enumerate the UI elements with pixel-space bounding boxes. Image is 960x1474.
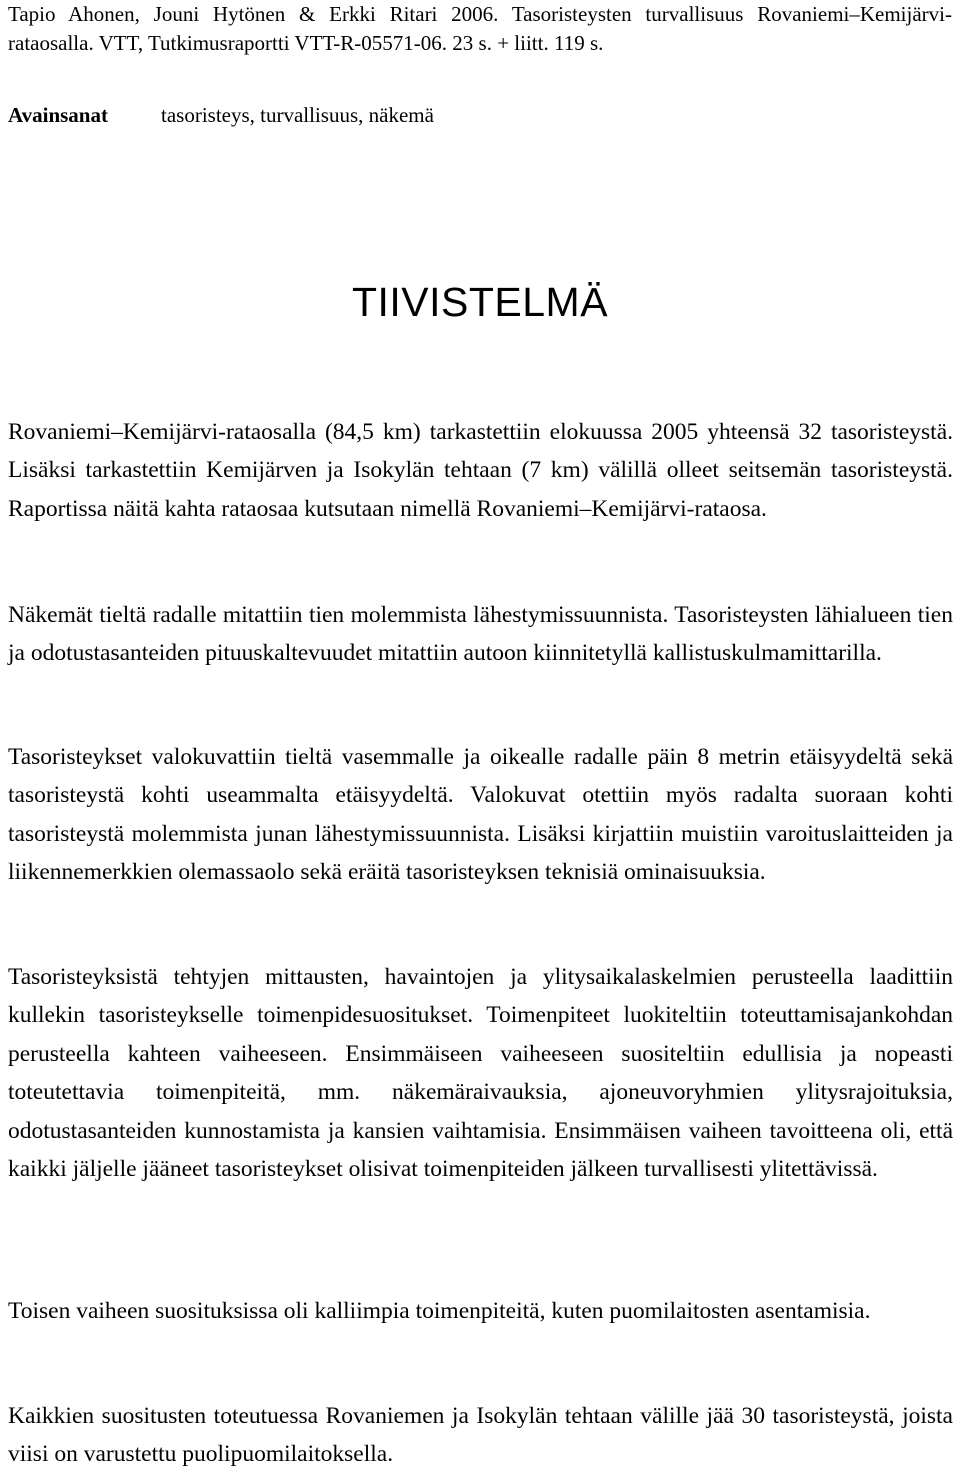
keywords-label: Avainsanat [8, 103, 108, 127]
abstract-paragraph-4: Tasoristeyksistä tehtyjen mittausten, havaintojen ja ylitysaikalaskelmien perusteella laadittiin kullekin tasoristeykselle toimenpidesuositukset. Toimenpiteet luokiteltiin toteuttamisajankohdan perusteella kahteen vaiheeseen. Ensimmäiseen vaiheeseen suositeltiin edullisia ja nopeasti toteutettavia toimenpiteitä, mm. näkemäraivauksia, ajoneuvoryhmien ylitysrajoituksia, odotustasanteiden kunnostamista ja kansien vaihtamisia. Ensimmäisen vaiheen tavoitteena oli, että kaikki jäljelle jääneet tasoristeykset olisivat toimenpiteiden jälkeen turvallisesti ylitettävissä. [8, 963, 953, 1182]
abstract-paragraph-3: Tasoristeykset valokuvattiin tieltä vasemmalle ja oikealle radalle päin 8 metrin etäisyydeltä sekä tasoristeystä kohti useammalta etäisyydeltä. Valokuvat otettiin myös radalta suoraan kohti tasoristeystä molemmista junan lähestymissuunnista. Lisäksi kirjattiin muistiin varoituslaitteiden ja liikennemerkkien olemassaolo sekä eräitä tasoristeyksen teknisiä ominaisuuksia. [8, 743, 953, 885]
citation-text: Tapio Ahonen, Jouni Hytönen & Erkki Ritari 2006. Tasoristeysten turvallisuus Rovaniemi–Kemijärvi-rataosalla. VTT, Tutkimusraportti VTT-R-05571-06. 23 s. + liitt. 119 s. [8, 2, 952, 55]
abstract-title: TIIVISTELMÄ [351, 279, 609, 325]
abstract-paragraph-1: Rovaniemi–Kemijärvi-rataosalla (84,5 km) tarkastettiin elokuussa 2005 yhteensä 32 tasoristeystä. Lisäksi tarkastettiin Kemijärven ja Isokylän tehtaan (7 km) välillä olleet seitsemän tasoristeystä. Raportissa näitä kahta rataosaa kutsutaan nimellä Rovaniemi–Kemijärvi-rataosa. [8, 418, 953, 522]
abstract-paragraph-2: Näkemät tieltä radalle mitattiin tien molemmista lähestymissuunnista. Tasoristeysten lähialueen tien ja odotustasanteiden pituuskaltevuudet mitattiin autoon kiinnitetyllä kallistuskulmamittarilla. [8, 601, 953, 666]
abstract-paragraph-6: Kaikkien suositusten toteutuessa Rovaniemen ja Isokylän tehtaan välille jää 30 tasoristeystä, joista viisi on varustettu puolipuomilaitoksella. [8, 1402, 953, 1467]
keywords-value: tasoristeys, turvallisuus, näkemä [161, 103, 434, 127]
abstract-paragraph-5: Toisen vaiheen suosituksissa oli kalliimpia toimenpiteitä, kuten puomilaitosten asentamisia. [8, 1297, 871, 1324]
